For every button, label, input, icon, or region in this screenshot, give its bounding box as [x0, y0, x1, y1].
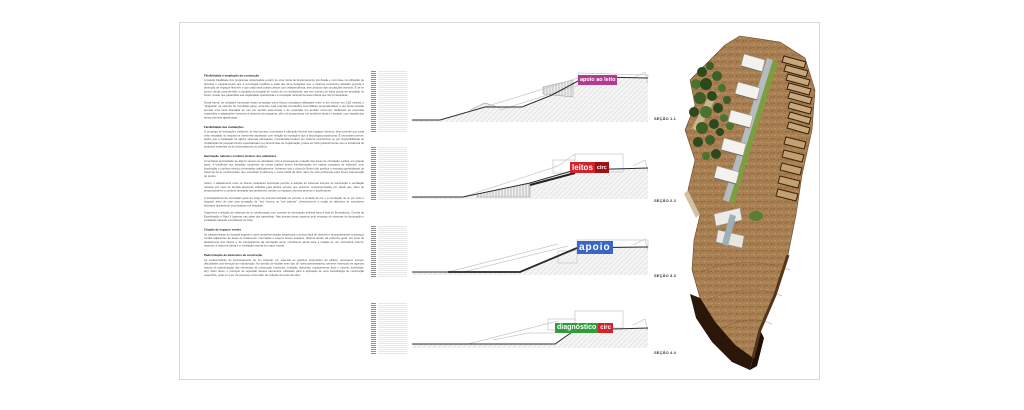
schedule-ticks	[371, 303, 376, 354]
schedule-rows	[378, 71, 407, 133]
section-reference-label: SEÇÃO 2.2	[654, 199, 676, 204]
floor-schedule-table	[371, 226, 407, 278]
program-label-apoio	[577, 241, 613, 254]
site-section-drawing-4	[408, 303, 653, 369]
text-column	[204, 72, 364, 372]
program-label-text: apoio	[579, 242, 611, 253]
floor-schedule-table	[371, 71, 407, 133]
program-label-text: circ	[600, 325, 611, 331]
text-heading: Iluminação natural e conforto térmico dos ambientes	[204, 154, 277, 158]
program-label-text: leitos	[572, 163, 593, 172]
text-paragraph: As características do hospital sugerem como complementação terapêutica o acesso fácil de doentes e acompanhantes a espaços verdes adjacentes às áreas de tratamento, internação e espera. Esses espaços, abertos dentro da estrutura geral, por meio do afastamento dos blocos e da transparência da circulação geral, contribuem ainda para a criação de um microclima interno, trazendo a natureza direta e a ventilação natural em maior escala.	[204, 233, 364, 248]
section-reference-label: SEÇÃO 4.4	[654, 351, 676, 356]
schedule-rows	[378, 226, 407, 278]
text-paragraph: A inevitável proximidade de alguns setores de atividades com a consequente redução das áreas de circulação explica, em grande parte, a tendência nos hospitais modernos de certas regiões serem transformadas em massa compacta de subsolos, com iluminação e conforto térmico controlados artificialmente. Achamos que o clima de Betim não justifica o emprego generalizado de sistemas de ar condicionado, que onerariam inutilmente o custo inicial da obra, além de criar problemas para futura manutenção do prédio.	[204, 159, 364, 178]
schedule-rows	[378, 303, 407, 354]
schedule-ticks	[371, 147, 376, 200]
text-paragraph: Assim, o afastamento entre os blocos modulares funcionais permite a adoção de sistemas simples de iluminação e ventilação naturais por meio de amplas aberturas voltadas para jardins sempre que possível, complementadas por sheds que, além de proporcionarem o conforto desejado aos ambientes, tornam os espaços internos amenos e acolhedores.	[204, 181, 364, 193]
text-section	[204, 74, 364, 120]
text-heading: Flexibilidade das instalações	[204, 125, 244, 129]
program-label-apoio-ao-leito	[578, 75, 617, 85]
text-section	[204, 126, 364, 149]
text-paragraph: A natural fragilidade dos programas organizados a partir de uma rotina de funcionamento pré-fixada e com base na utilização de técnicas e equipamentos que a tecnologia modifica a cada dia torna desejável que o sistema construtivo adotado permita a obtenção de espaços flexíveis e que cada setor possa crescer com independência, sem prejuízo das circulações internas. É de se prever, ainda, para atender a condição do hospital de núcleo de um subsistema, que seu número de leitos possa ser ampliado no futuro, desde que garantidas sua capacidade operacional e a ocupação racional da área urbana que lhe foi destinada.	[204, 78, 364, 97]
program-label-text: circ	[595, 162, 609, 173]
text-heading: Criação de espaços verdes	[204, 228, 242, 232]
text-heading: Padronização de elementos da construção	[204, 253, 263, 257]
program-label-text: apoio ao leito	[580, 77, 616, 83]
text-paragraph: As características do funcionamento de um hospital, em especial as grandes proporções do edifício, acometem sempre dificuldades aos serviços de manutenção. No sentido de facilitar esse tipo de rotina administrativa, torna-se essencial um rigoroso estudo de padronização dos elementos de construção (estrutura, vedação, divisórias, equipamentos fixos e móveis, luminárias, etc). Além disso, o princípio de repetição desses elementos, utilizados para a aplicação de uma metodologia de construção específica, pode vir a ser de interesse como fator de redução do custo da obra.	[204, 258, 364, 277]
program-label-text: diagnóstico	[557, 324, 597, 331]
schedule-ticks	[371, 226, 376, 278]
text-section	[204, 228, 364, 248]
model-photo	[672, 32, 822, 380]
text-paragraph: O emprego de tubulações visitáveis, de fácil acesso, necessário à utilização flexível dos espaços internos, deve permitir que cada setor instalado no hospital se mantenha atualizado com relação às inovações que a tecnologia proporciona. É necessário prever, ainda, que a instalação de alguns sistemas planejados, considerada inviável por motivos econômicos ou por impossibilidade de mobilização de pessoal técnico especializado na primeira fase de implantação, possa ser feita posteriormente sem a incidência de prejuízos materiais ou de funcionamento do edifício.	[204, 130, 364, 149]
schedule-rows	[378, 147, 407, 200]
text-paragraph: A transparência da circulação geral ao longo da extensa fachada sul permite a entrada de luz e a circulação de ar por todo o hospital, além de criar uma sensação de "rua" interna ou "rua coberta", eliminando-se a noção de labirintos de corredores fechados tipicamente encontrados nos hospitais.	[204, 196, 364, 207]
text-section	[204, 155, 364, 223]
section-reference-label: SEÇÃO 3.3	[654, 274, 676, 279]
program-label-diagnostico-circ	[555, 323, 613, 333]
text-paragraph: Sugerimos a adoção de sistemas de ar condicionado com controle de iluminação artificial para a sala de Emergência, Central de Esterilização e Raio X (apenas nas salas dos aparelhos). Nas demais áreas optamos pelo emprego de sistemas de iluminação e ventilação naturais controláveis ou fixas.	[204, 211, 364, 222]
text-heading: Flexibilidade e ampliação da construção	[204, 74, 260, 77]
text-section	[204, 254, 364, 277]
section-reference-label: SEÇÃO 1.1	[654, 117, 676, 122]
schedule-ticks	[371, 71, 376, 133]
site-section-drawing-2	[408, 146, 653, 212]
site-section-drawing-3	[408, 226, 653, 292]
text-paragraph: Desta forma, as unidades funcionais foram pensadas como blocos modulares afastados entre si (no mínimo em 3,65 metros) e "plugadas" na espinha de circulação geral, contendo suas próprias circulações secundárias perpendiculares a ela. Essa solução permite uma certa liberdade de uso (no sentido leste-oeste) e de expansão (no sentido norte-sul), facilitando as eventuais expansões e adaptações inerentes à natureza do programa, além de proporcionar um ambiente amplo e arejado, com visadas das áreas externas ajardinadas.	[204, 101, 364, 119]
floor-schedule-table	[371, 303, 407, 354]
floor-schedule-table	[371, 147, 407, 200]
program-label-leitos-circ	[570, 162, 609, 173]
